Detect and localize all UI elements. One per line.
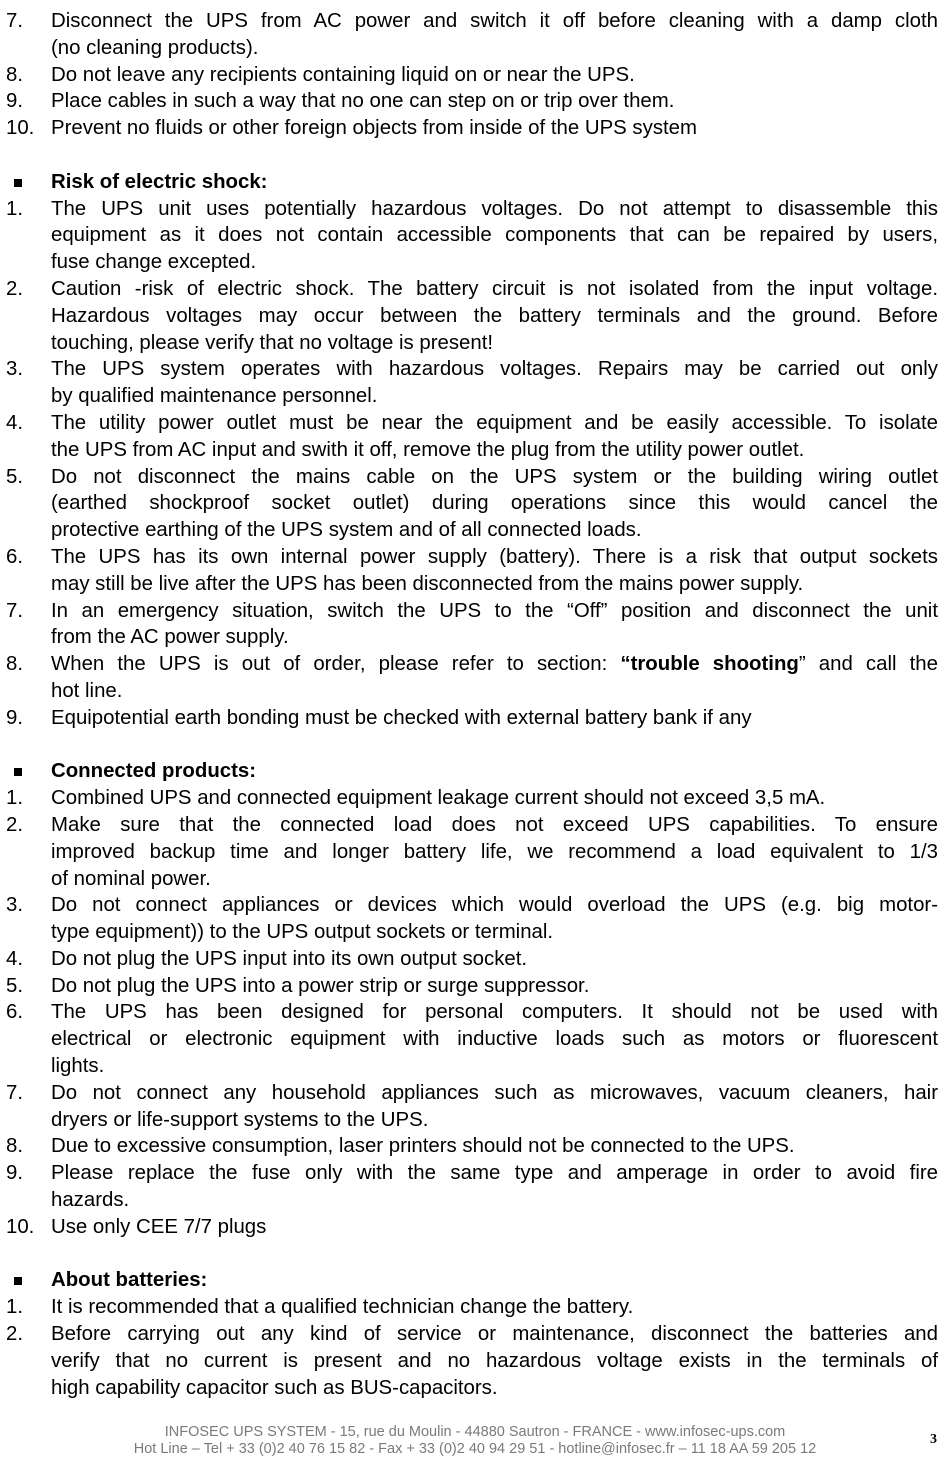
list-item-number: 2.	[6, 813, 24, 836]
list-item-text: Disconnect the UPS from AC power and switch it off before cleaning with a damp cloth	[51, 10, 938, 32]
list-item-number: 4.	[6, 947, 24, 970]
list-item-line	[0, 598, 950, 625]
list-item-line	[0, 866, 950, 893]
list-item-line	[0, 276, 950, 303]
list-item-text: The UPS unit uses potentially hazardous voltages. Do not attempt to disassemble this	[51, 197, 938, 220]
list-item-text: Do not connect any household appliances such as microwaves, vacuum cleaners, hair	[51, 1081, 938, 1104]
list-item-text: Before carrying out any kind of service or maintenance, disconnect the batteries and	[51, 1323, 938, 1346]
list-item-text: of nominal power.	[51, 867, 211, 890]
list-item-line	[0, 946, 950, 973]
list-item-line	[0, 8, 950, 35]
list-item-number: 6.	[6, 545, 24, 568]
list-item-line	[0, 35, 950, 62]
list-item-line	[0, 1187, 950, 1214]
list-item-number: 3.	[6, 894, 24, 917]
list-item-text: It is recommended that a qualified technician change the battery.	[51, 1296, 634, 1319]
list-item-text: The UPS has its own internal power supply (battery). There is a risk that output sockets	[51, 545, 938, 568]
list-item-line	[0, 410, 950, 437]
list-item-line	[0, 812, 950, 839]
list-item-line	[0, 1375, 950, 1402]
list-item-number: 7.	[6, 599, 24, 622]
list-item-number: 2.	[6, 1323, 24, 1346]
list-item-line	[0, 196, 950, 223]
list-item-line	[0, 1294, 950, 1321]
section-gap	[0, 1241, 950, 1268]
section-heading	[0, 169, 950, 196]
list-item-text: Equipotential earth bonding must be checked with external battery bank if any	[51, 706, 752, 729]
list-item-text: Place cables in such a way that no one can step on or trip over them.	[51, 90, 675, 113]
list-item-text: Do not disconnect the mains cable on the UPS system or the building wiring outlet	[51, 465, 938, 488]
list-item-line	[0, 678, 950, 705]
list-item-text: type equipment)) to the UPS output sockets or terminal.	[51, 921, 554, 944]
list-item-text: electrical or electronic equipment with inductive loads such as motors or fluorescent	[51, 1028, 938, 1051]
list-item-number: 9.	[6, 1162, 24, 1185]
list-item-text: hot line.	[51, 679, 123, 702]
list-item-number: 10.	[6, 1215, 35, 1238]
list-item-line	[0, 222, 950, 249]
list-item-text: In an emergency situation, switch the UPS to the “Off” position and disconnect the unit	[51, 599, 938, 622]
list-item-number: 3.	[6, 358, 24, 381]
list-item-line	[0, 1321, 950, 1348]
list-item-text: from the AC power supply.	[51, 626, 289, 649]
section-heading-text: About batteries:	[51, 1269, 208, 1292]
list-item-line	[0, 785, 950, 812]
list-item-number: 10.	[6, 117, 35, 140]
list-item-line	[0, 705, 950, 732]
list-item-line	[0, 356, 950, 383]
list-item-line	[0, 437, 950, 464]
list-item-text: The UPS has been designed for personal computers. It should not be used with	[51, 1001, 938, 1024]
list-item-number: 1.	[6, 197, 24, 220]
list-item-line	[0, 1053, 950, 1080]
list-item-text: Use only CEE 7/7 plugs	[51, 1215, 267, 1238]
list-item-text-start: When the UPS is out of order, please refer to section:	[51, 653, 621, 676]
list-item-text: Please replace the fuse only with the same type and amperage in order to avoid fire	[51, 1162, 938, 1185]
list-item-text: lights.	[51, 1055, 105, 1078]
list-item-text: The utility power outlet must be near the equipment and be easily accessible. To isolate	[51, 411, 938, 434]
list-item-number: 5.	[6, 974, 24, 997]
list-item-text: Do not leave any recipients containing liquid on or near the UPS.	[51, 63, 635, 86]
footer-address: INFOSEC UPS SYSTEM - 15, rue du Moulin - 44880 Sautron - FRANCE - www.infosec-ups.com	[164, 1424, 786, 1440]
list-item-text-end: ” and call the	[798, 653, 938, 676]
square-bullet-icon	[14, 768, 22, 776]
list-item-line	[0, 624, 950, 651]
list-item-text: the UPS from AC input and swith it off, remove the plug from the utility power outlet.	[51, 438, 805, 461]
list-item-number: 8.	[6, 63, 24, 86]
list-item-line	[0, 62, 950, 89]
list-item-number: 1.	[6, 787, 24, 810]
list-item-text: dryers or life-support systems to the UPS.	[51, 1108, 429, 1131]
list-item-number: 1.	[6, 1296, 24, 1319]
section-heading-text: Risk of electric shock:	[51, 170, 268, 193]
list-item-text	[51, 651, 938, 678]
footer-contact: Hot Line – Tel + 33 (0)2 40 76 15 82 - Fax + 33 (0)2 40 94 29 51 - hotline@infosec.fr – 11 18 AA 59 205 12	[133, 1441, 817, 1457]
list-item-number: 7.	[6, 10, 24, 32]
list-item-number: 9.	[6, 90, 24, 113]
section-gap	[0, 142, 950, 169]
list-item-line	[0, 919, 950, 946]
list-item-line	[0, 464, 950, 491]
section-reference: trouble shooting	[630, 653, 799, 676]
list-item-text: by qualified maintenance personnel.	[51, 385, 378, 408]
list-item-line	[0, 892, 950, 919]
list-item-text: may still be live after the UPS has been disconnected from the mains power supply.	[51, 572, 804, 595]
list-item-line	[0, 1107, 950, 1134]
list-item-text: Hazardous voltages may occur between the battery terminals and the ground. Before	[51, 304, 938, 327]
list-item-line	[0, 1348, 950, 1375]
list-item-text: Do not plug the UPS input into its own output socket.	[51, 947, 528, 970]
square-bullet-icon	[14, 179, 22, 187]
page-number: 3	[930, 1432, 937, 1447]
list-item-line	[0, 249, 950, 276]
list-item-line	[0, 1026, 950, 1053]
list-item-line	[0, 88, 950, 115]
list-item-number: 8.	[6, 1135, 24, 1158]
list-item-text: touching, please verify that no voltage is present!	[51, 331, 494, 354]
list-item-number: 2.	[6, 277, 24, 300]
list-item-line	[0, 490, 950, 517]
list-item-text: (no cleaning products).	[51, 36, 259, 59]
list-item-text: Due to excessive consumption, laser printers should not be connected to the UPS.	[51, 1135, 795, 1158]
list-item-line	[0, 571, 950, 598]
list-item-text: fuse change excepted.	[51, 251, 257, 274]
list-item-line	[0, 303, 950, 330]
list-item-text: improved backup time and longer battery life, we recommend a load equivalent to 1/3	[51, 840, 938, 863]
list-item-number: 6.	[6, 1001, 24, 1024]
list-item-line	[0, 999, 950, 1026]
list-item-number: 4.	[6, 411, 24, 434]
list-item-line	[0, 1160, 950, 1187]
list-item-text: protective earthing of the UPS system and of all connected loads.	[51, 519, 642, 542]
list-item-text: high capability capacitor such as BUS-capacitors.	[51, 1376, 498, 1399]
list-item-text: equipment as it does not contain accessible components that can be repaired by users,	[51, 224, 938, 247]
list-item-text: Make sure that the connected load does not exceed UPS capabilities. To ensure	[51, 813, 938, 836]
list-item-number: 8.	[6, 653, 24, 676]
list-item-line	[0, 651, 950, 678]
list-item-text: Caution -risk of electric shock. The battery circuit is not isolated from the input voltage.	[51, 277, 938, 300]
list-item-text: Combined UPS and connected equipment leakage current should not exceed 3,5 mA.	[51, 787, 826, 810]
list-item-line	[0, 517, 950, 544]
list-item-line	[0, 1133, 950, 1160]
list-item-line	[0, 839, 950, 866]
section-gap	[0, 732, 950, 759]
list-item-text: Prevent no fluids or other foreign objects from inside of the UPS system	[51, 117, 698, 140]
section-heading	[0, 758, 950, 785]
list-item-number: 9.	[6, 706, 24, 729]
list-item-line	[0, 115, 950, 142]
list-item-text: (earthed shockproof socket outlet) during operations since this would cancel the	[51, 492, 938, 515]
list-item-text: Do not plug the UPS into a power strip or surge suppressor.	[51, 974, 590, 997]
list-item-line	[0, 544, 950, 571]
list-item-text: The UPS system operates with hazardous voltages. Repairs may be carried out only	[51, 358, 938, 381]
list-item-line	[0, 973, 950, 1000]
section-heading	[0, 1267, 950, 1294]
list-item-text: Do not connect appliances or devices which would overload the UPS (e.g. big motor-	[51, 894, 938, 917]
list-item-line	[0, 330, 950, 357]
list-item-number: 5.	[6, 465, 24, 488]
open-quote: “	[620, 653, 631, 676]
list-item-number: 7.	[6, 1081, 24, 1104]
list-item-text: hazards.	[51, 1189, 130, 1212]
section-heading-text: Connected products:	[51, 760, 257, 783]
list-item-line	[0, 1214, 950, 1241]
list-item-text: verify that no current is present and no hazardous voltage exists in the terminals of	[51, 1349, 938, 1372]
list-item-line	[0, 383, 950, 410]
square-bullet-icon	[14, 1277, 22, 1285]
list-item-line	[0, 1080, 950, 1107]
document-body	[0, 8, 950, 1401]
